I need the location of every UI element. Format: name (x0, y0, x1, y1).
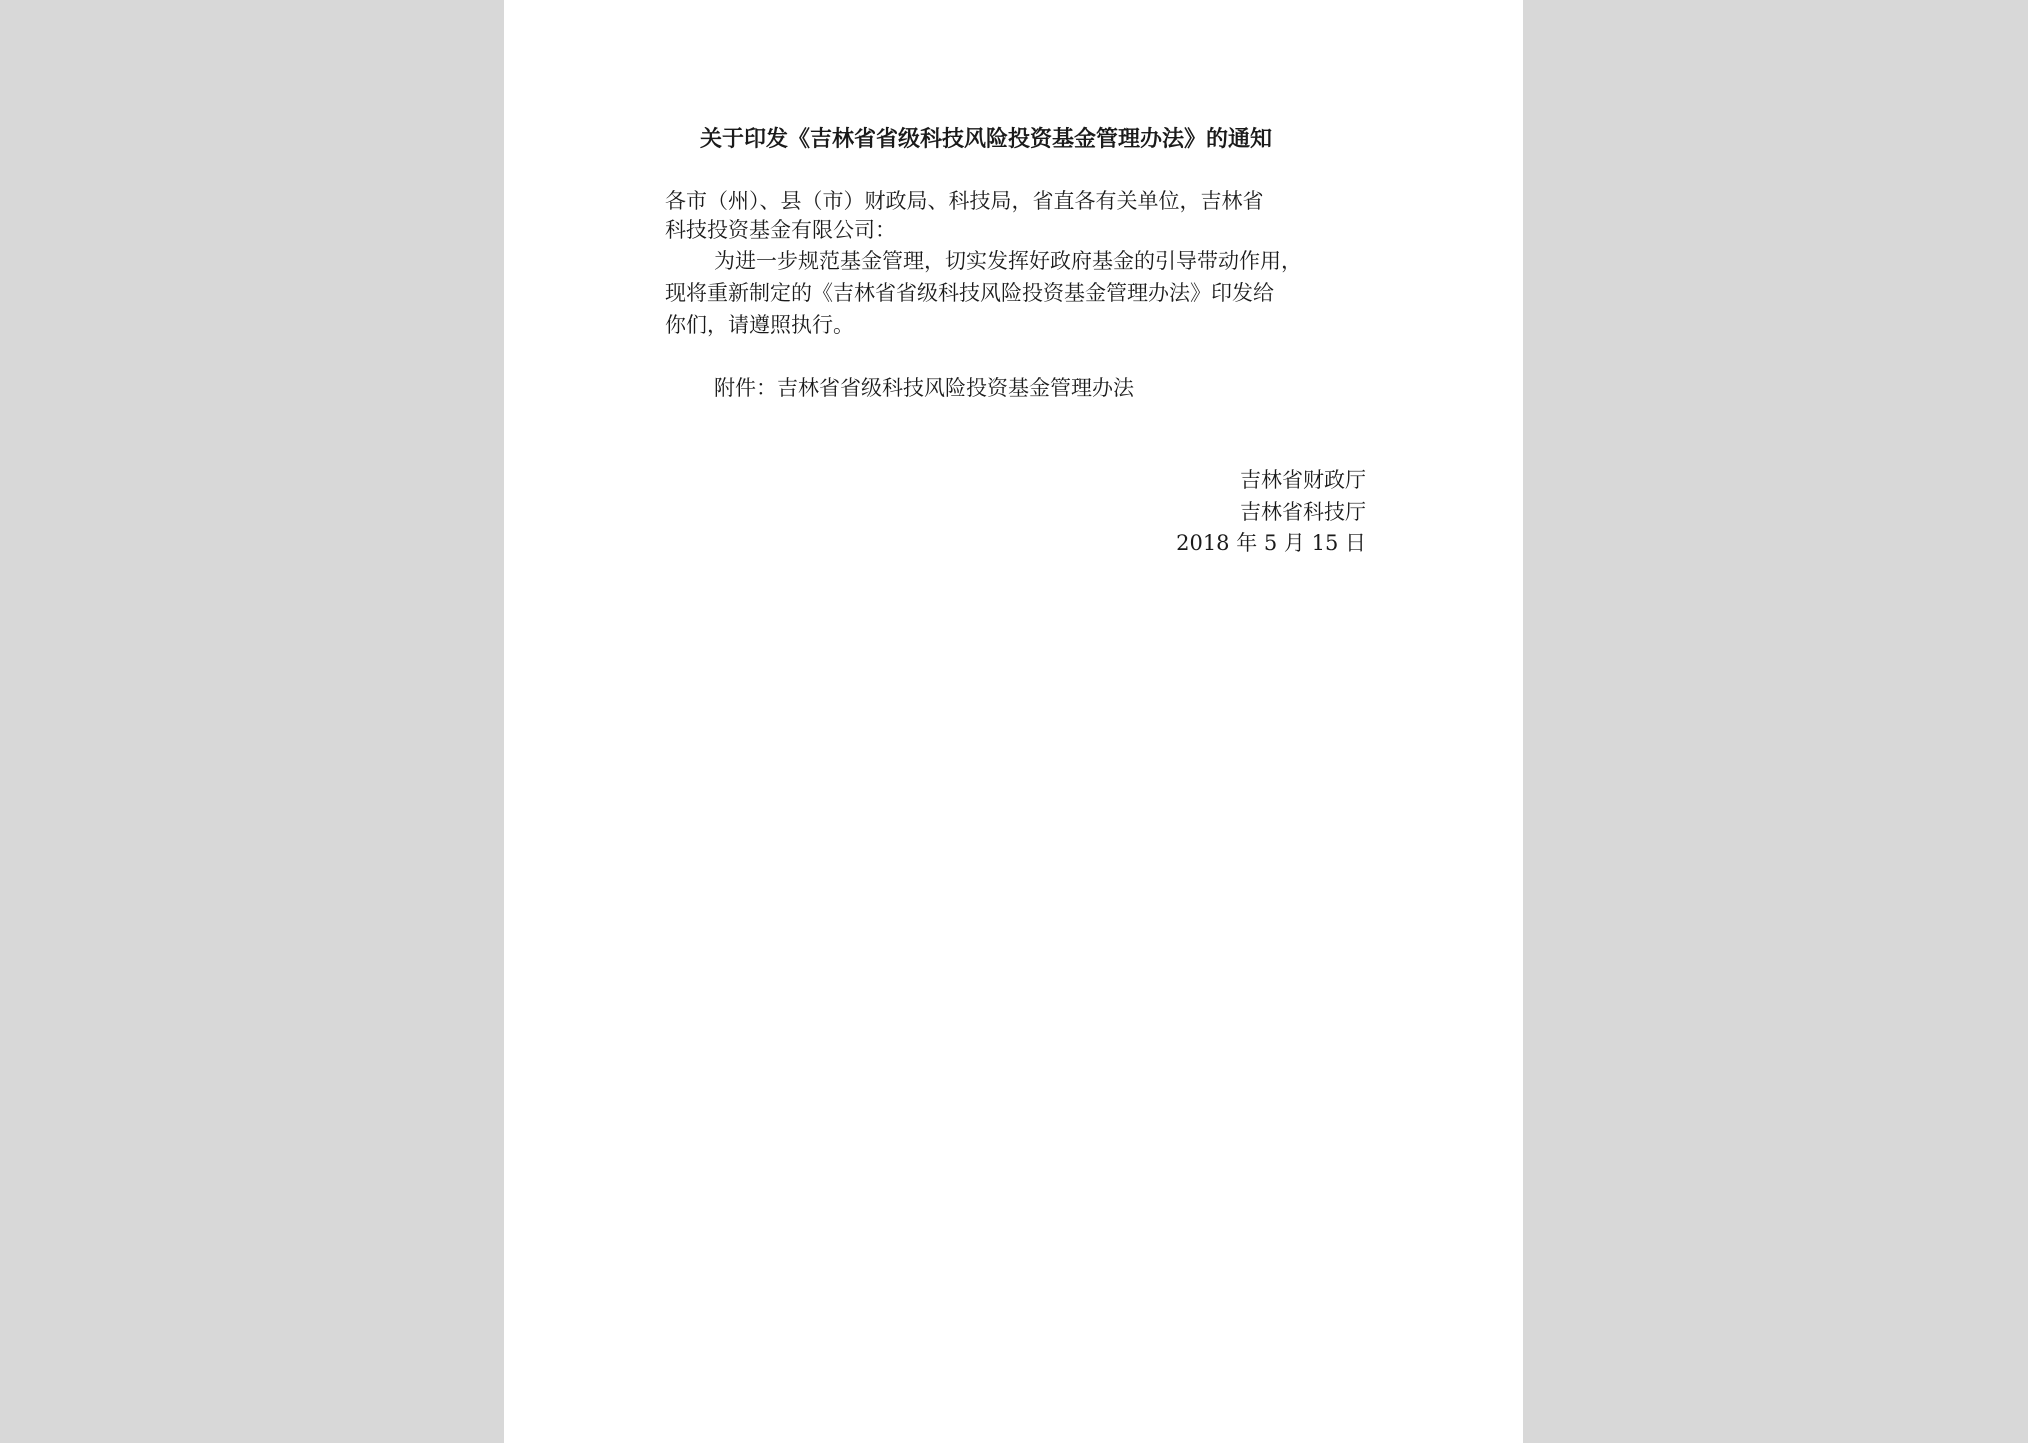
issue-date: 2018 年 5 月 15 日 (1176, 531, 1366, 555)
body-paragraph-line-1: 为进一步规范基金管理，切实发挥好政府基金的引导带动作用， (714, 249, 1302, 273)
signatory-science-dept: 吉林省科技厅 (1240, 500, 1366, 524)
document-title: 关于印发《吉林省省级科技风险投资基金管理办法》的通知 (700, 126, 1273, 152)
signatory-finance-dept: 吉林省财政厅 (1240, 468, 1366, 492)
addressee-line-1: 各市（州）、县（市）财政局、科技局，省直各有关单位，吉林省 (665, 189, 1264, 213)
body-paragraph-line-3: 你们，请遵照执行。 (665, 313, 854, 337)
attachment-line: 附件：吉林省省级科技风险投资基金管理办法 (714, 376, 1134, 400)
body-paragraph-line-2: 现将重新制定的《吉林省省级科技风险投资基金管理办法》印发给 (665, 281, 1274, 305)
document-page (504, 0, 1523, 1443)
addressee-line-2: 科技投资基金有限公司： (665, 218, 896, 242)
